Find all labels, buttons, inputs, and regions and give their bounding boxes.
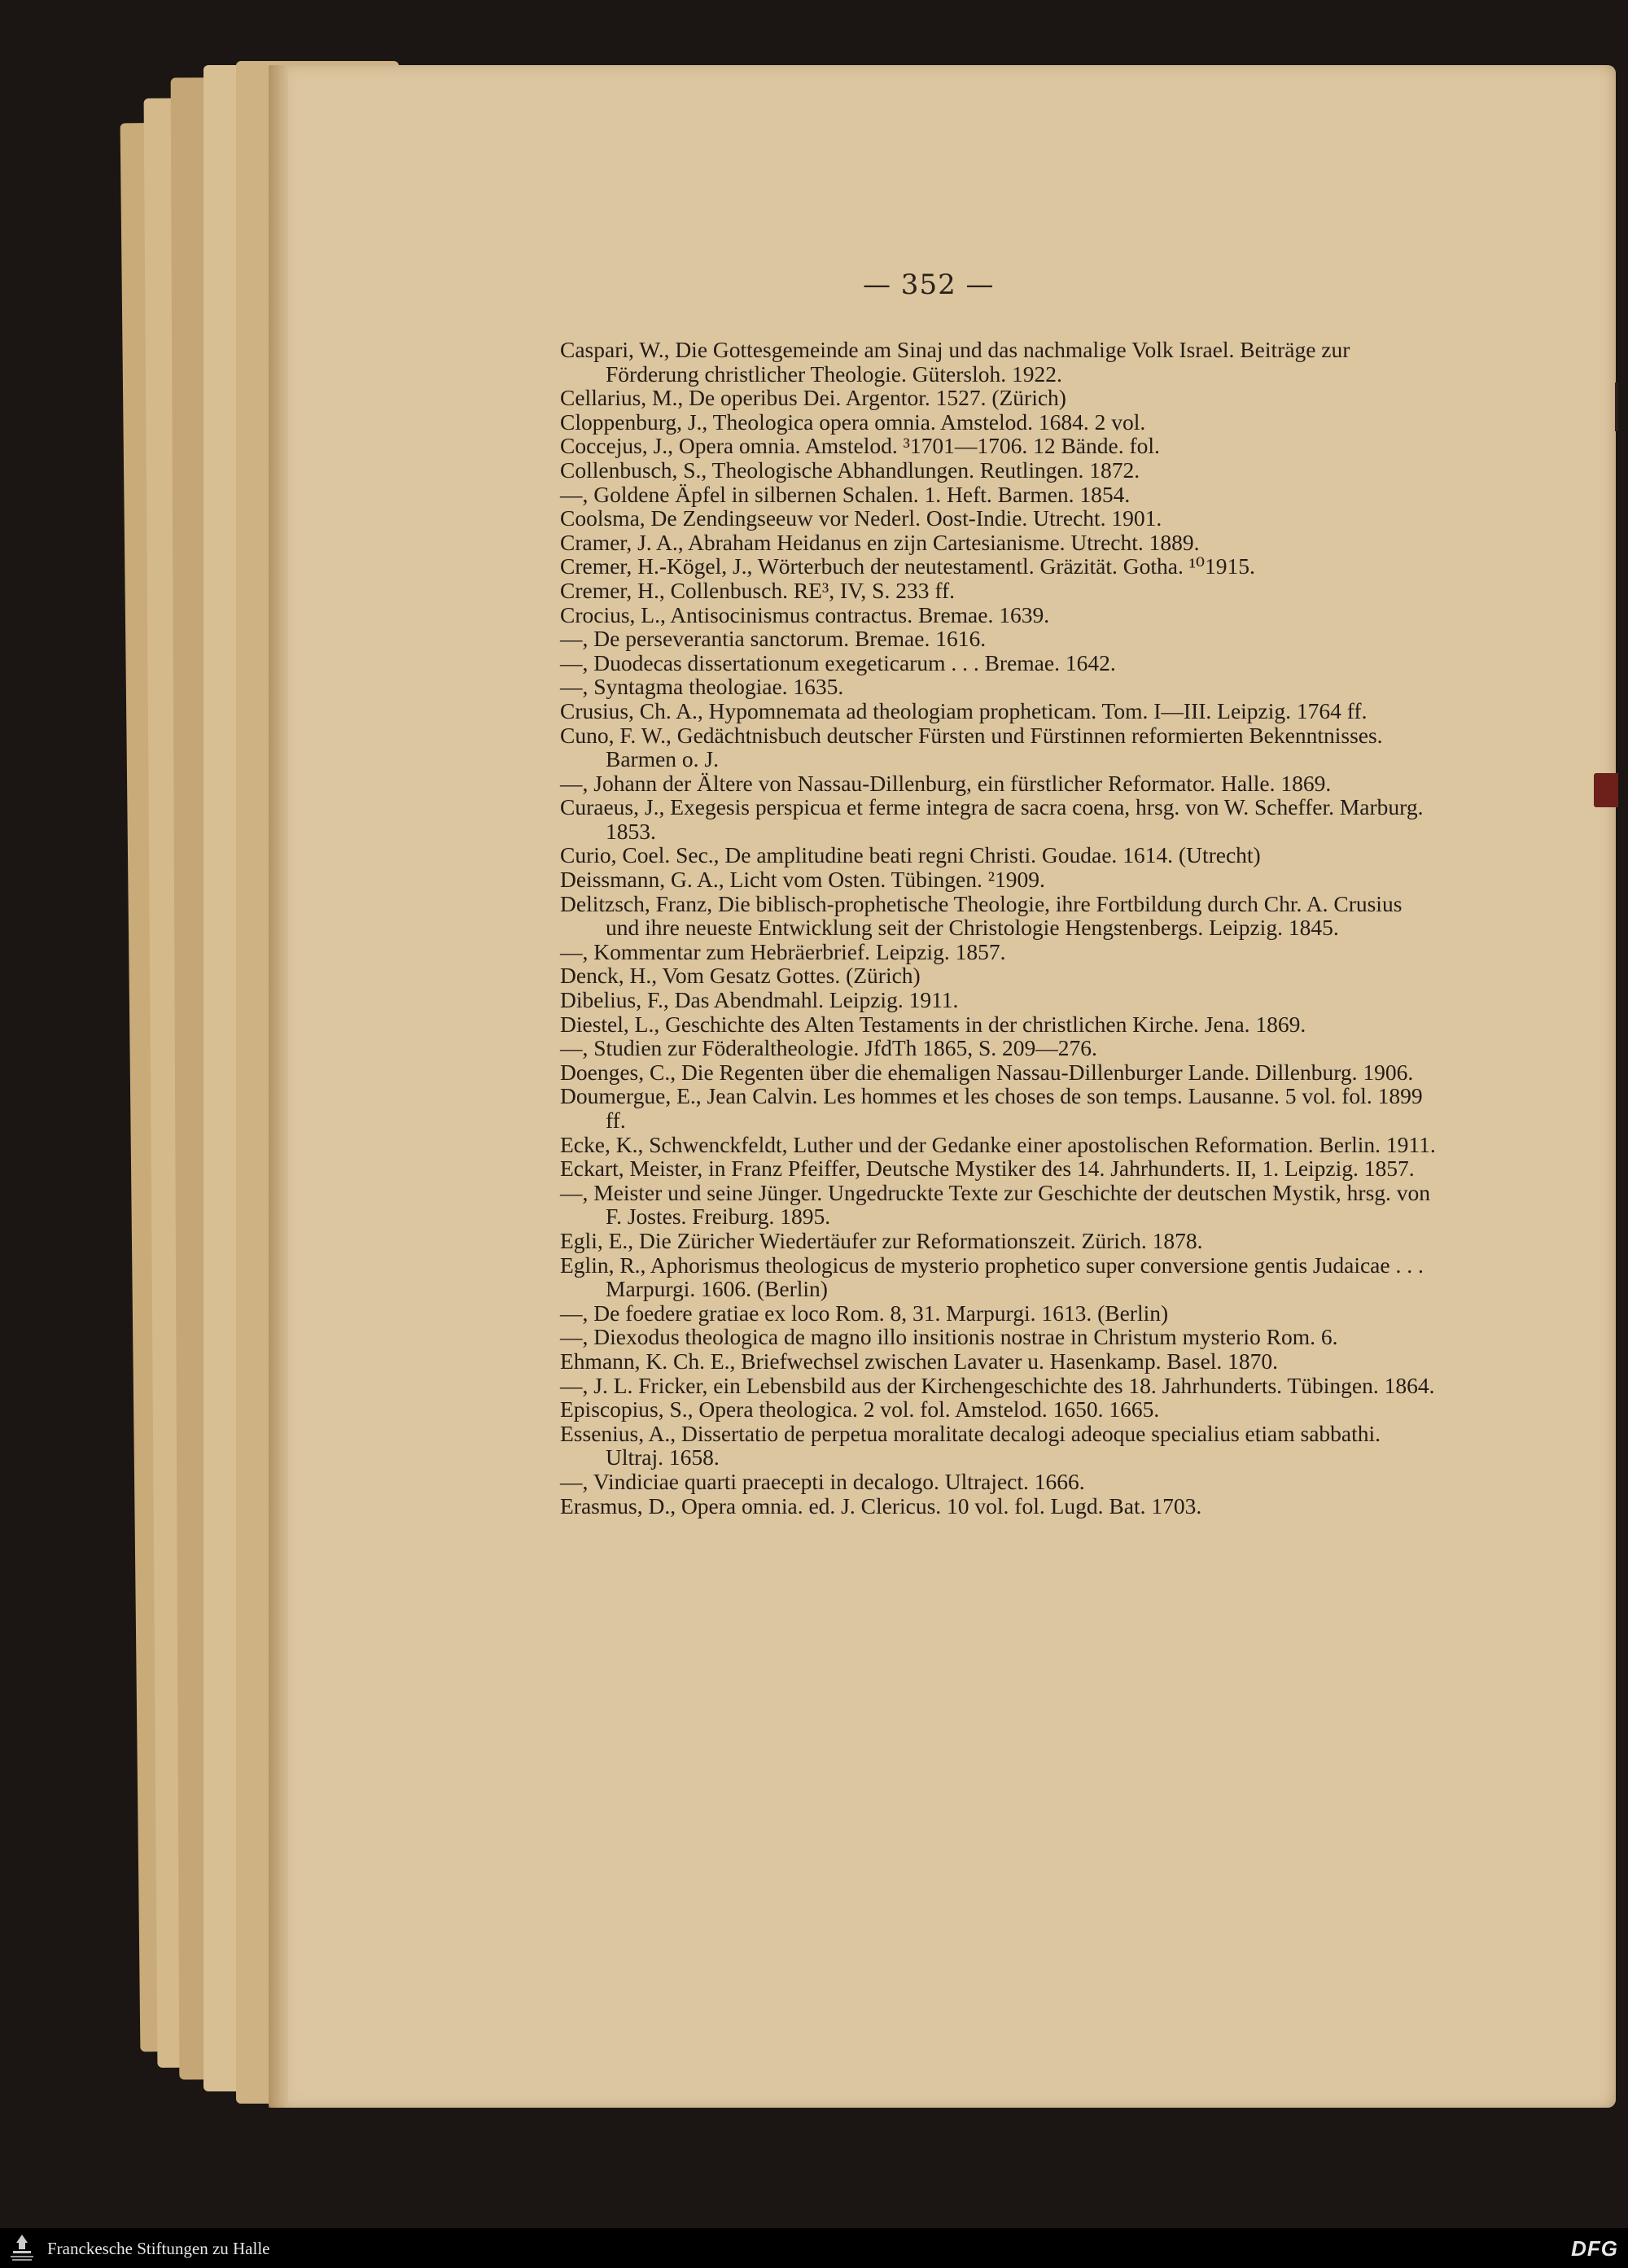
bibliography-entry: Egli, E., Die Züricher Wiedertäufer zur Reformationszeit. Zürich. 1878. [560,1227,1203,1253]
bibliography-list [560,338,1439,1518]
bibliography-entry: Cremer, H., Collenbusch. RE³, IV, S. 233 ff. [560,577,956,603]
bibliography-entry: Diestel, L., Geschichte des Alten Testaments in der christlichen Kirche. Jena. 1869. [560,1011,1306,1037]
dfg-logo: DFG [1571,2236,1618,2261]
bibliography-entry: Curio, Coel. Sec., De amplitudine beati regni Christi. Goudae. 1614. (Utrecht) [560,842,1261,868]
bibliography-entry: Dibelius, F., Das Abendmahl. Leipzig. 1911. [560,987,959,1013]
bibliography-entry: —, Vindiciae quarti praecepti in decalogo. Ultraject. 1666. [560,1468,1085,1494]
bibliography-entry: Doenges, C., Die Regenten über die ehemaligen Nassau-Dillenburger Lande. Dillenburg. 1906. [560,1059,1414,1085]
institution-logo-icon [3,2231,41,2264]
bibliography-entry: —, Kommentar zum Hebräerbrief. Leipzig. 1857. [560,938,1006,964]
bibliography-entry: Cramer, J. A., Abraham Heidanus en zijn Cartesianisme. Utrecht. 1889. [560,529,1200,555]
bibliography-entry: Coccejus, J., Opera omnia. Amstelod. ³1701—1706. 12 Bände. fol. [560,433,1160,459]
bibliography-entry: Cremer, H.-Kögel, J., Wörterbuch der neutestamentl. Gräzität. Gotha. ¹⁰1915. [560,553,1255,579]
page-binding-shadow [269,65,288,2108]
bibliography-entry: Cuno, F. W., Gedächtnisbuch deutscher Fürsten und Fürstinnen reformierten Bekenntnisses. Barmen o. J. [560,722,1383,772]
bibliography-entry: Deissmann, G. A., Licht vom Osten. Tübingen. ²1909. [560,867,1045,893]
bibliography-entry: Ehmann, K. Ch. E., Briefwechsel zwischen Lavater u. Hasenkamp. Basel. 1870. [560,1348,1279,1374]
bibliography-entry: Curaeus, J., Exegesis perspicua et ferme integra de sacra coena, hrsg. von W. Scheffer. Marburg. 1853. [560,794,1424,844]
bibliography-entry: —, De foedere gratiae ex loco Rom. 8, 31. Marpurgi. 1613. (Berlin) [560,1300,1169,1326]
bibliography-entry: —, De perseverantia sanctorum. Bremae. 1616. [560,626,987,652]
page-number: — 352 — [863,269,995,301]
bibliography-entry: Coolsma, De Zendingseeuw vor Nederl. Oost-Indie. Utrecht. 1901. [560,505,1162,531]
bibliography-entry: Episcopius, S., Opera theologica. 2 vol. fol. Amstelod. 1650. 1665. [560,1396,1160,1422]
bibliography-entry: —, Diexodus theologica de magno illo insitionis nostrae in Christum mysterio Rom. 6. [560,1324,1338,1350]
bookmark-ribbon [1594,773,1618,807]
bibliography-entry: —, Syntagma theologiae. 1635. [560,674,844,700]
bibliography-entry: Eglin, R., Aphorismus theologicus de mysterio prophetico super conversione gentis Judaicae . . . Marpurgi. 1606. (Berlin) [560,1252,1424,1302]
bibliography-entry: Ecke, K., Schwenckfeldt, Luther und der Gedanke einer apostolischen Reformation. Berlin. 1911. [560,1131,1436,1157]
bibliography-entry: Doumergue, E., Jean Calvin. Les hommes et les choses de son temps. Lausanne. 5 vol. fol. 1899 ff. [560,1083,1423,1133]
bibliography-entry: Collenbusch, S., Theologische Abhandlungen. Reutlingen. 1872. [560,457,1140,483]
bibliography-entry: Cloppenburg, J., Theologica opera omnia. Amstelod. 1684. 2 vol. [560,409,1146,435]
bibliography-entry: Crocius, L., Antisocinismus contractus. Bremae. 1639. [560,601,1050,627]
bibliography-entry: Caspari, W., Die Gottesgemeinde am Sinaj und das nachmalige Volk Israel. Beiträge zur Förderung christlicher Theologie. Gütersloh. 1922. [560,337,1350,387]
bibliography-entry: Denck, H., Vom Gesatz Gottes. (Zürich) [560,963,921,989]
bibliography-entry: Crusius, Ch. A., Hypomnemata ad theologiam propheticam. Tom. I—III. Leipzig. 1764 ff. [560,697,1368,723]
bibliography-entry: —, Meister und seine Jünger. Ungedruckte Texte zur Geschichte der deutschen Mystik, hrsg. von F. Jostes. Freiburg. 1895. [560,1179,1431,1230]
bibliography-entry: —, Studien zur Föderaltheologie. JfdTh 1865, S. 209—276. [560,1035,1097,1061]
bibliography-entry: —, Johann der Ältere von Nassau-Dillenburg, ein fürstlicher Reformator. Halle. 1869. [560,770,1332,796]
bibliography-entry: —, J. L. Fricker, ein Lebensbild aus der Kirchengeschichte des 18. Jahrhunderts. Tübingen. 1864. [560,1372,1435,1398]
bibliography-entry: Delitzsch, Franz, Die biblisch-prophetische Theologie, ihre Fortbildung durch Chr. A. Crusius und ihre neueste Entwicklung seit der Christologie Hengstenbergs. Leipzig. 1845. [560,890,1403,941]
bibliography-entry: Essenius, A., Dissertatio de perpetua moralitate decalogi adeoque specialius etiam sabbathi. Ultraj. 1658. [560,1420,1381,1470]
bibliography-entry: —, Goldene Äpfel in silbernen Schalen. 1. Heft. Barmen. 1854. [560,481,1131,507]
bibliography-entry: Eckart, Meister, in Franz Pfeiffer, Deutsche Mystiker des 14. Jahrhunderts. II, 1. Leipzig. 1857. [560,1156,1415,1182]
right-edge-mark [1615,382,1618,431]
bibliography-entry: —, Duodecas dissertationum exegeticarum . . . Bremae. 1642. [560,649,1116,675]
institution-name: Franckesche Stiftungen zu Halle [47,2239,270,2258]
bibliography-entry: Erasmus, D., Opera omnia. ed. J. Clericus. 10 vol. fol. Lugd. Bat. 1703. [560,1492,1202,1519]
bibliography-entry: Cellarius, M., De operibus Dei. Argentor. 1527. (Zürich) [560,385,1066,411]
